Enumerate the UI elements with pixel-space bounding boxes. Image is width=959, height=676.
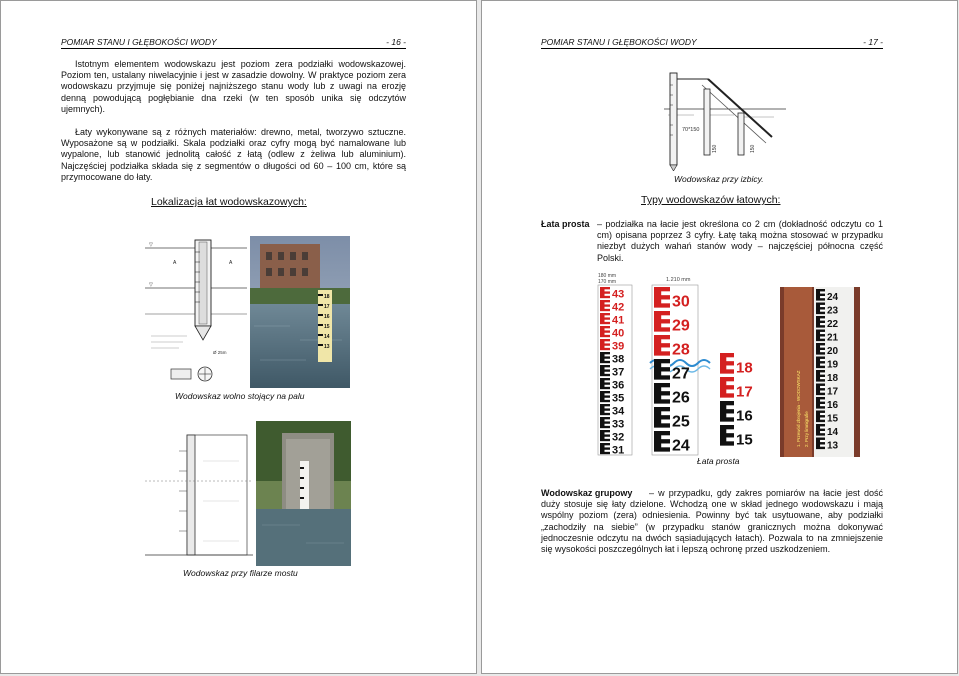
staff-mark (816, 357, 825, 369)
staff-mark (654, 383, 670, 404)
staff-mark (600, 352, 610, 363)
caption-pile-gauge: Wodowskaz wolno stojący na palu (175, 391, 305, 401)
staff-number: 31 (612, 444, 625, 457)
staff-number: 33 (612, 418, 625, 431)
staff-mark (600, 300, 610, 311)
staff-number: 32 (612, 431, 625, 444)
drawing-label-diameter: Ø 25m (213, 350, 227, 355)
drawing-label-a-left: A (173, 260, 177, 266)
staff-mark (720, 401, 734, 422)
right-page-number: - 17 - (863, 37, 883, 47)
staff-mark (816, 289, 825, 301)
definition-lata-prosta (541, 219, 883, 265)
staff-mark (600, 378, 610, 389)
staff-number: 29 (672, 317, 690, 335)
staff-number: 28 (672, 341, 690, 359)
staff-mark (816, 384, 825, 396)
staff-number: 30 (672, 293, 690, 311)
staff-number: 16 (827, 400, 839, 412)
staff-mark (816, 303, 825, 315)
staff-number: 38 (612, 353, 625, 366)
staff-number: 36 (612, 379, 625, 392)
dam-label-beam: 70*150 (682, 127, 700, 133)
photo-gauge-number: 17 (324, 304, 330, 310)
section-heading-staff-types: Typy wodowskazów łatowych: (641, 194, 781, 206)
staff-number: 25 (672, 413, 690, 431)
staff-number: 23 (827, 305, 839, 317)
text-wodowskaz-grupowy: – w przypadku, gdy zakres pomiarów na łacie jest dość duży stosuje się łaty dzielone. Wchodzą one w skład jednego wodowskazu i mają wspólny poziom (zera) odniesienia. Powinny być tak usytuowane, aby podziałki „zachodziły na siebie” (w przypadku stanów granicznych można dokonywać jednoczesnie odczytu na dwóch sąsiadujących łatach). Pozwala to na zmniejszenie się wysokości poszczególnych łat i lepszą ochronę przed uszkodzeniem. (541, 488, 883, 555)
section-heading-location: Lokalizacja łat wodowskazowych: (151, 196, 307, 208)
staff-number: 15 (827, 413, 839, 425)
staff-mark (720, 353, 734, 374)
pillar-gauge-drawing (143, 421, 255, 566)
staff-mark (816, 370, 825, 382)
staff-mark (816, 397, 825, 409)
staff-mark (654, 431, 670, 452)
staff-number: 39 (612, 340, 625, 353)
photo-pillar-gauge (256, 421, 351, 566)
left-header-title: POMIAR STANU I GŁĘBOKOŚCI WODY (61, 37, 217, 47)
photo-gauge-number: 14 (324, 334, 330, 340)
staff-number: 41 (612, 314, 625, 327)
photo-pile-gauge (250, 236, 350, 388)
staff-number: 20 (827, 346, 839, 358)
staff-mark (600, 326, 610, 337)
caption-staffs: Łata prosta (697, 456, 740, 466)
left-page-number: - 16 - (386, 37, 406, 47)
staff-mark (600, 365, 610, 376)
left-page (0, 0, 477, 674)
staff-number: 21 (827, 332, 839, 344)
staff-mark (600, 417, 610, 428)
text-lata-prosta: – podziałka na łacie jest określona co 2 cm (dokładność odczytu co 1 cm) opisana poprzez 3 cyfry. Łatę taką można stosować w przypadku niezbyt dużych wahań stanów wody – najczęściej północna część Polski. (597, 219, 883, 263)
staff-number: 19 (827, 359, 839, 371)
right-page (481, 0, 958, 674)
staff-number: 37 (612, 366, 625, 379)
staff-gauges-illustration (592, 271, 864, 457)
staff-mark (600, 391, 610, 402)
staff-number: 42 (612, 301, 625, 314)
staff-number: 34 (612, 405, 625, 418)
staff-mark (600, 404, 610, 415)
staff-mark (600, 339, 610, 350)
staff-number: 24 (827, 292, 839, 304)
staff-mark (600, 443, 610, 454)
staff-mark (816, 343, 825, 355)
staff-number: 24 (672, 437, 690, 455)
staff-mark (654, 335, 670, 356)
staff-mark (720, 425, 734, 446)
definition-wodowskaz-grupowy (541, 488, 883, 568)
right-page-header (541, 37, 883, 49)
staff-mark (654, 287, 670, 308)
staff-number: 22 (827, 319, 839, 331)
svg-text:▽: ▽ (149, 282, 153, 288)
staff-number: 18 (736, 359, 753, 377)
caption-dam-gauge: Wodowskaz przy izbicy. (674, 174, 764, 184)
left-page-header (61, 37, 406, 49)
staff-number: 18 (827, 373, 839, 385)
staff-number: 43 (612, 288, 625, 301)
staff4-side-text: 1. Przewód zbrojenia - WODOWSKAZ (796, 370, 801, 447)
staff-number: 17 (736, 383, 753, 401)
staff-mark (600, 313, 610, 324)
caption-pillar-gauge: Wodowskaz przy filarze mostu (183, 568, 298, 578)
staff-mark (654, 407, 670, 428)
term-lata-prosta: Łata prosta (541, 219, 590, 229)
staff-mark (600, 287, 610, 298)
dim-label: 170 mm (598, 279, 617, 285)
staff-mark (816, 411, 825, 423)
staff-mark (816, 424, 825, 436)
staff-mark (720, 377, 734, 398)
staff-number: 26 (672, 389, 690, 407)
paragraph-zero-level: Istotnym elementem wodowskazu jest poziom zera podziałki wodowskazowej. Poziom ten, ustalany niwelacyjnie i jest w zasadzie dowolny. W praktyce poziom zera wodowskazu przyjmuje się poniżej najniższego stanu wody lub z uwagi na erozję denną powodującą pogłębianie dna rzeki (w ten sposób unika się odczytów ujemnych). (61, 59, 406, 114)
photo-gauge-number: 18 (324, 294, 330, 300)
staff-mark (654, 359, 670, 380)
staff-number: 14 (827, 427, 839, 439)
photo-gauge-number: 15 (324, 324, 330, 330)
drawing-label-a-right: A (229, 260, 233, 266)
staff-mark (816, 316, 825, 328)
svg-text:▽: ▽ (149, 242, 153, 248)
right-header-title: POMIAR STANU I GŁĘBOKOŚCI WODY (541, 37, 697, 47)
dim-label: 180 mm (598, 273, 617, 279)
term-wodowskaz-grupowy: Wodowskaz grupowy (541, 488, 633, 498)
photo-gauge-number: 16 (324, 314, 330, 320)
paragraph-staff-materials: Łaty wykonywane są z różnych materiałów: drewno, metal, tworzywo sztuczne. Wyposażone są w podziałki. Skala podziałki oraz cyfry mogą być namalowane lub wypalone, lub stanowić jednolitą całość z łatą (odlew z żeliwa lub aluminium). Najczęściej podziałka składa się z segmentów o długości od 60 – 100 cm, które są przymocowane do łaty. (61, 127, 406, 182)
photo-gauge-number: 13 (324, 344, 330, 350)
staff-number: 16 (736, 407, 753, 425)
dam-label-height-2: 150 (750, 144, 756, 153)
dam-gauge-drawing (664, 65, 786, 171)
staff-number: 15 (736, 431, 753, 449)
staff4-side-text: 2. Przy limnigrafie (804, 411, 809, 447)
dim-label: 1.210 mm (666, 277, 691, 283)
dam-label-height-1: 150 (712, 144, 718, 153)
staff-number: 13 (827, 440, 839, 452)
staff-number: 17 (827, 386, 839, 398)
staff-mark (816, 330, 825, 342)
pile-gauge-drawing (143, 236, 249, 388)
staff-mark (816, 438, 825, 450)
staff-number: 27 (672, 365, 690, 383)
staff-mark (600, 430, 610, 441)
staff-mark (654, 311, 670, 332)
staff-number: 35 (612, 392, 625, 405)
staff-number: 40 (612, 327, 625, 340)
